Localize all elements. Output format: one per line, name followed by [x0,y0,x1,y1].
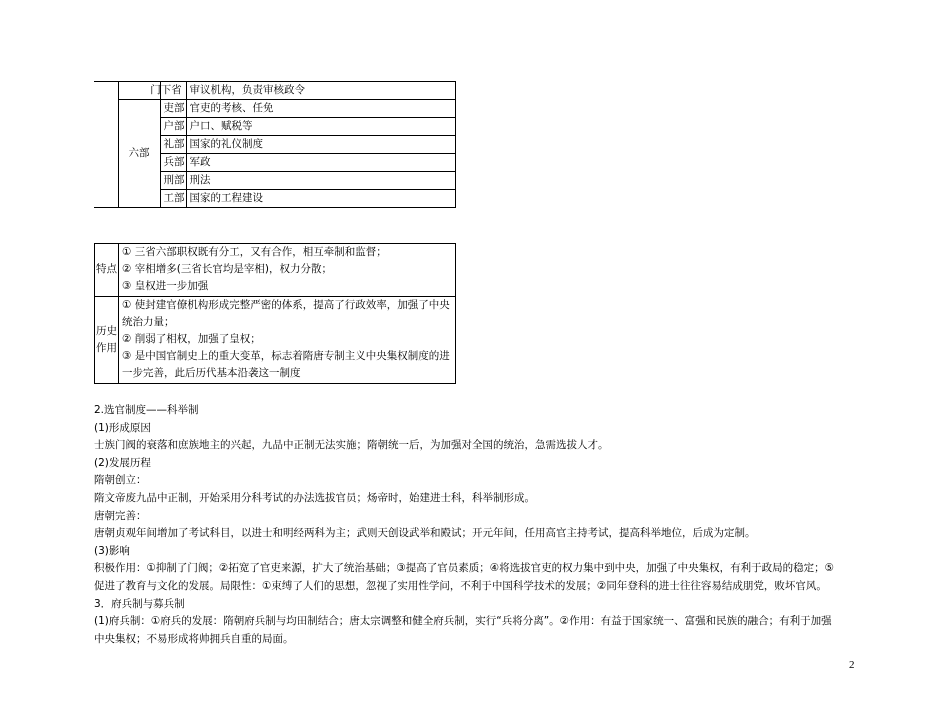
page-number: 2 [849,659,855,671]
features-cell [119,244,456,297]
section-heading: 2.选官制度——科举制 [94,404,199,416]
dept-desc: 国家的工程建设 [186,190,455,208]
paragraph: 隋朝创立： [94,474,147,487]
list-item: ③ 皇权进一步加强 [122,280,209,293]
features-table [94,243,456,384]
paragraph: 中央集权；不易形成将帅拥兵自重的局面。 [94,632,294,645]
paragraph: 唐朝完善： [94,509,147,522]
dept-desc: 国家的礼仪制度 [186,136,455,154]
list-item: ① 三省六部职权既有分工，又有合作，相互牵制和监督； [122,246,387,258]
dept-name: 刑部 [160,172,186,190]
dept-desc: 军政 [186,154,455,172]
dept-desc: 审议机构，负责审核政令 [186,82,455,100]
dept-name: 户部 [160,118,186,136]
roles-cell [119,296,456,383]
features-label: 特点 [95,244,119,297]
body-text [94,402,864,648]
list-item: ③ 是中国官制史上的重大变革，标志着隋唐专制主义中央集权制度的进一步完善，此后历代基本沿袭这一制度 [122,350,450,380]
paragraph: (1)府兵制：①府兵的发展：隋朝府兵制与均田制结合；唐太宗调整和健全府兵制，实行“兵将分离”。②作用：有益于国家统一、富强和民族的融合；有利于加强 [94,615,832,628]
paragraph: 促进了教育与文化的发展。局限性：①束缚了人们的思想，忽视了实用性学问，不利于中国科学技术的发展；②同年登科的进士往往容易结成朋党，败坏官风。 [94,579,827,592]
table-row [95,244,456,297]
table-row [95,296,456,383]
dept-name: 礼部 [160,136,186,154]
paragraph: 唐朝贞观年间增加了考试科目，以进士和明经两科为主；武则天创设武举和殿试；开元年间，任用高官主持考试，提高科举地位，后成为定制。 [94,527,756,540]
dept-desc: 官吏的考核、任免 [186,100,455,118]
paragraph: 积极作用：①抑制了门阀；②拓宽了官吏来源，扩大了统治基础；③提高了官员素质；④将选拔官吏的权力集中到中央，加强了中央集权，有利于政局的稳定；⑤ [94,562,835,575]
dept-desc: 刑法 [186,172,455,190]
blank-cell [94,82,118,208]
menxia-label: 门下省 [150,84,182,96]
paragraph: 隋文帝废九品中正制，开始采用分科考试的办法选拔官员；炀帝时，始建进士科，科举制形成。 [94,491,535,504]
dept-name: 兵部 [160,154,186,172]
role-label [95,296,119,383]
departments-table [94,81,456,208]
paragraph: 士族门阀的衰落和庶族地主的兴起，九品中正制无法实施；隋朝统一后，为加强对全国的统治，急需选拔人才。 [94,439,609,452]
dept-name: 吏部 [160,100,186,118]
dept-name: 工部 [160,190,186,208]
role-label-line: 作用 [96,341,117,354]
role-label-line: 历史 [96,324,117,337]
list-item: ② 宰相增多(三省长官均是宰相)，权力分散； [122,263,332,276]
subheading: (3)影响 [94,544,130,557]
list-item: ② 削弱了相权，加强了皇权； [122,333,261,346]
group-label: 六部 [118,100,160,208]
section-heading: 3．府兵制与募兵制 [94,597,185,610]
dept-desc: 户口、赋税等 [186,118,455,136]
subheading: (1)形成原因 [94,421,151,434]
subheading: (2)发展历程 [94,456,151,469]
table-row [94,100,455,118]
list-item: ① 使封建官僚机构形成完整严密的体系，提高了行政效率，加强了中央统治力量； [122,298,450,328]
